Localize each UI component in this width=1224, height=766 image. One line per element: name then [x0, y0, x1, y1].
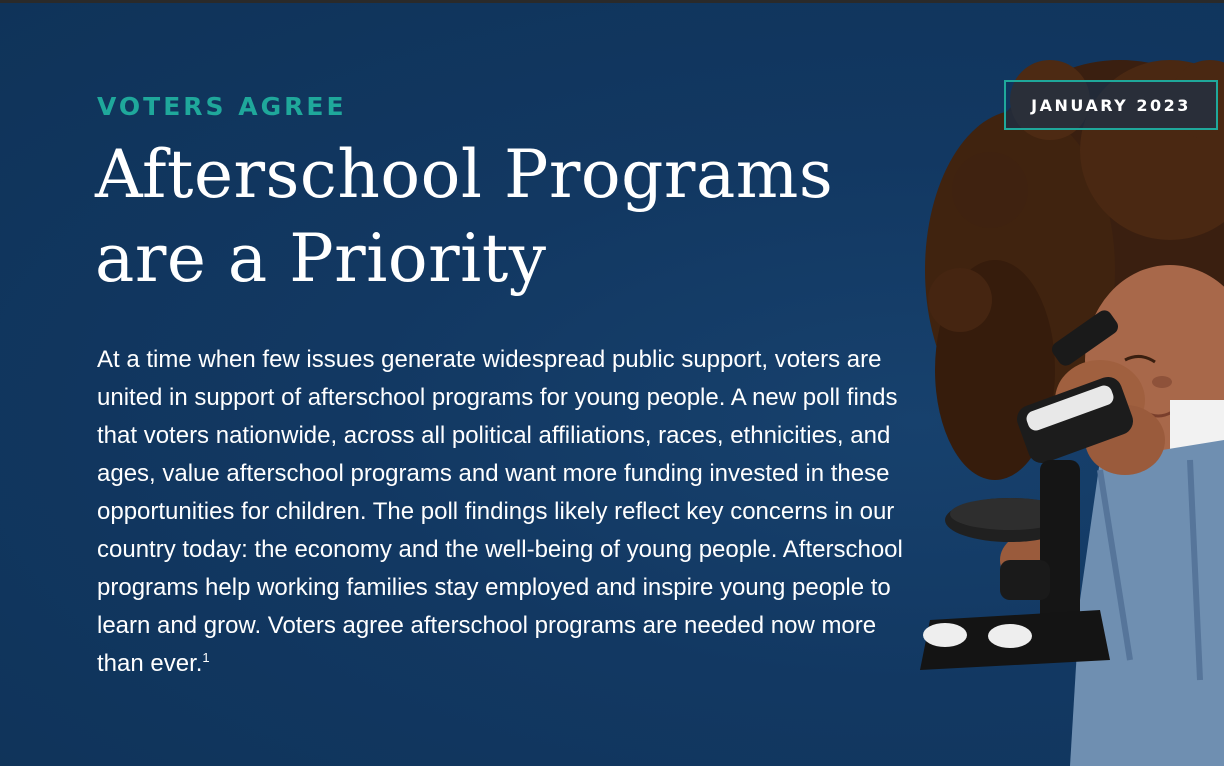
date-label: JANUARY 2023: [1031, 95, 1191, 115]
date-badge: [1004, 80, 1218, 130]
footnote-marker: 1: [202, 650, 210, 665]
page-title: Afterschool Programs are a Priority: [95, 136, 834, 297]
overalls-shape: [1070, 440, 1224, 766]
eyebrow-heading: VOTERS AGREE: [97, 92, 347, 121]
intro-paragraph-text: At a time when few issues generate widespread public support, voters are united in support of afterschool programs for young people. A new poll finds that voters nationwide, across all political affiliations, races, ethnicities, and ages, value afterschool programs and want more funding invested in these opportunities for children. The poll findings likely reflect key concerns in our country today: the economy and the well-being of young people. Afterschool programs help working families stay employed and inspire young people to learn and grow. Voters agree afterschool programs are needed now more than ever.: [97, 346, 903, 677]
intro-paragraph: [97, 341, 907, 683]
top-border: [0, 0, 1224, 3]
child-microscope-photo: [900, 40, 1224, 766]
